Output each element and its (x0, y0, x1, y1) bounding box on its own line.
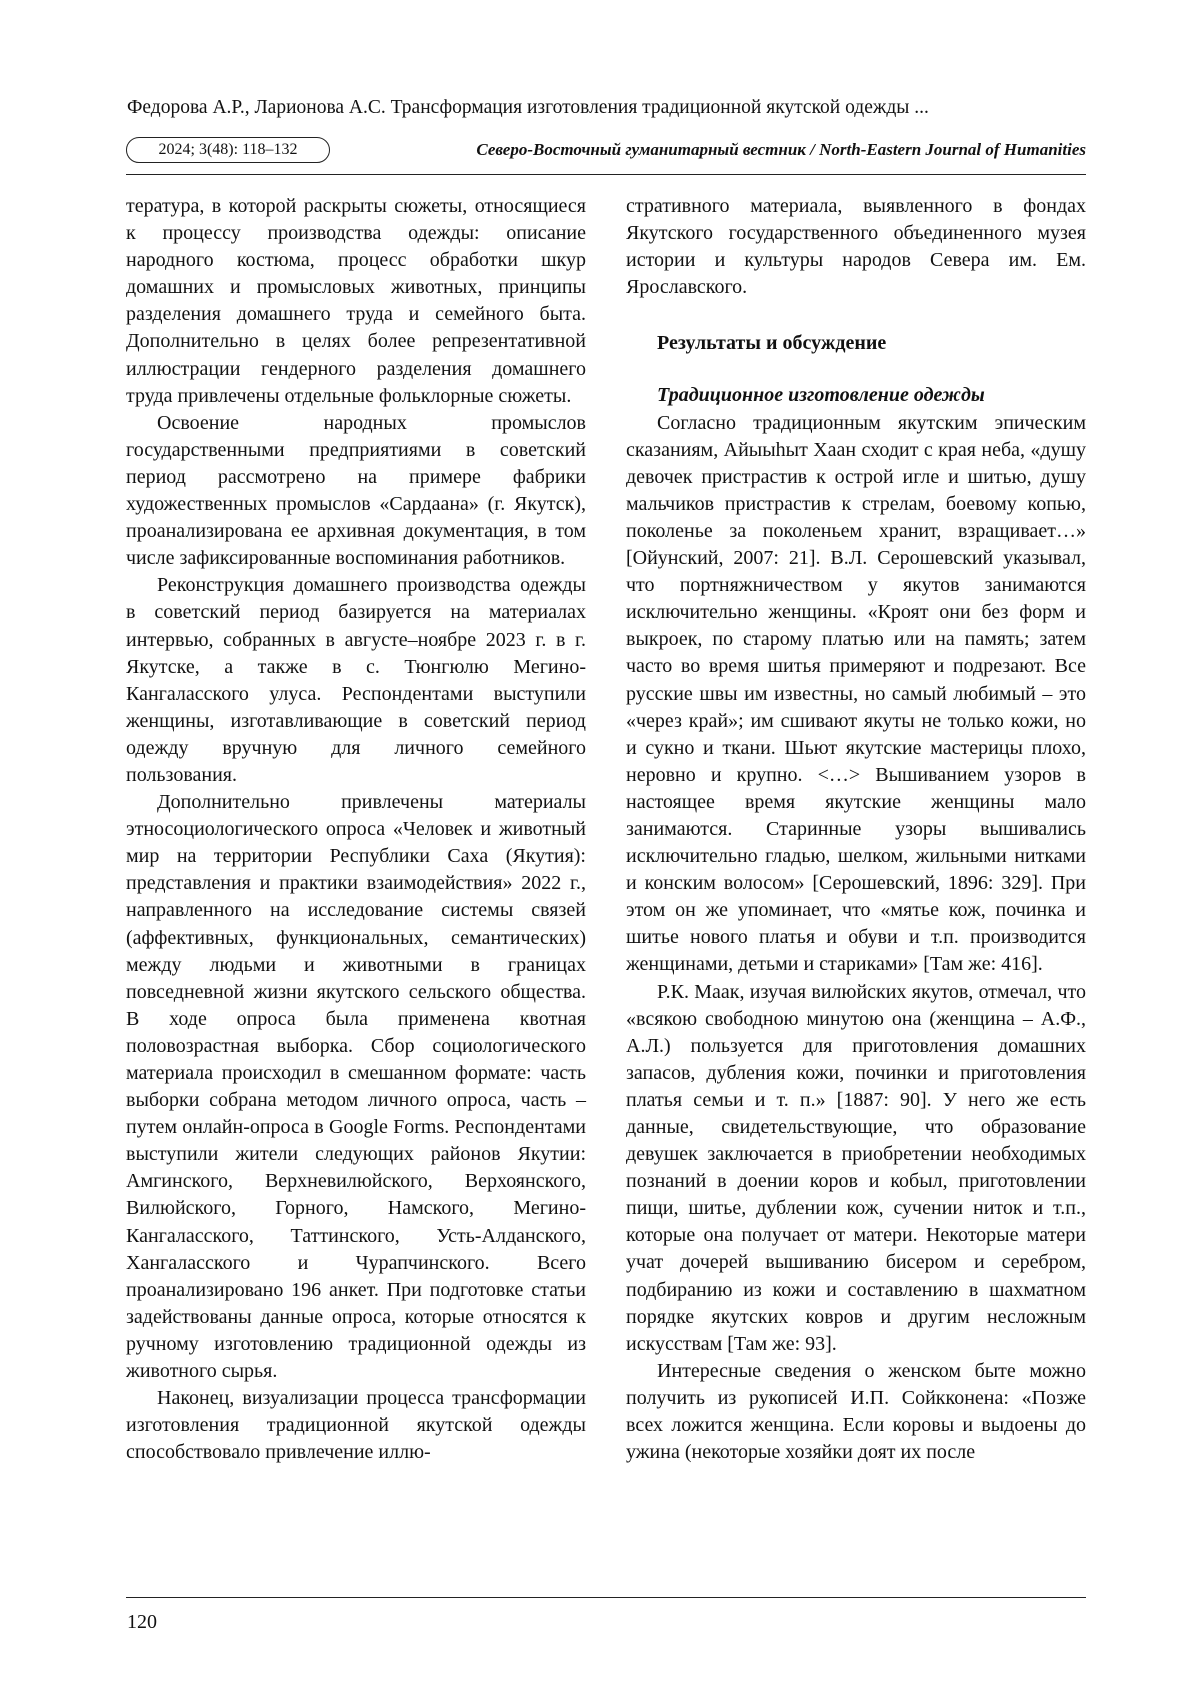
body-paragraph: Интересные сведения о женском быте можно получить из рукописей И.П. Сойкконена: «Позже всех ложится женщина. Если коровы и выдоены до ужина (некоторые хозяйки доят их после (626, 1359, 1086, 1464)
journal-row (126, 137, 1086, 169)
footer-rule (126, 1597, 1086, 1598)
issue-badge: 2024; 3(48): 118–132 (126, 137, 330, 163)
body-paragraph: Реконструкция домашнего производства одежды в советский период базируется на материалах интервью, собранных в августе–ноябре 2023 г. в г. Якутске, а также в с. Тюнгюлю Мегино-Кангаласского улуса. Респондентами выступили женщины, изготавливающие в советский период одежду вручную для личного семейного пользования. (126, 574, 586, 786)
body-paragraph: тература, в которой раскрыты сюжеты, относящиеся к процессу производства одежды: описание народного костюма, процесс обработки шкур домашних и промысловых животных, принципы разделения домашнего труда и семейного быта. Дополнительно в целях более репрезентативной иллюстрации гендерного разделения домашнего труда привлечены отдельные фольклорные сюжеты. (126, 195, 586, 407)
section-heading: Результаты и обсуждение (657, 332, 887, 355)
body-paragraph: Освоение народных промыслов государственными предприятиями в советский период рассмотрено на примере фабрики художественных промыслов «Сардаана» (г. Якутск), проанализирована ее архивная документация, в том числе зафиксированные воспоминания работников. (126, 411, 586, 570)
running-title: Федорова А.Р., Ларионова А.С. Трансформация изготовления традиционной якутской одежды ... (127, 97, 929, 118)
left-column (126, 193, 586, 1466)
body-paragraph: Наконец, визуализации процесса трансформации изготовления традиционной якутской одежды способствовало привлечение иллю- (126, 1387, 586, 1464)
right-column (626, 193, 1086, 1466)
body-paragraph: Согласно традиционным якутским эпическим сказаниям, Айыыhыт Хаан сходит с края неба, «душу девочек пристрастив к острой игле и шитью, душу мальчиков пристрастив к стрелам, боевому копью, поколенье за поколеньем хранит, взращивает…» [Ойунский, 2007: 21]. В.Л. Серошевский указывал, что портняжничеством у якутов занимаются исключительно женщины. «Кроят они без форм и выкроек, по старому платью или на память; затем часто во время шитья примеряют и подрезают. Все русские швы им известны, но самый любимый – это «через край»; им сшивают якуты не только кожи, но и сукно и ткани. Шьют якутские мастерицы плохо, неровно и крупно. <…> Вышиванием узоров в настоящее время якутские женщины мало занимаются. Старинные узоры вышивались исключительно гладью, шелком, жильными нитками и конским волосом» [Серошевский, 1896: 329]. При этом он же упоминает, что «мятье кож, починка и шитье нового платья и обуви и т.п. производится женщинами, детьми и стариками» [Там же: 416]. (626, 411, 1086, 976)
subsection-heading: Традиционное изготовление одежды (657, 384, 985, 407)
page-number: 120 (127, 1611, 157, 1633)
body-paragraph: Дополнительно привлечены материалы этносоциологического опроса «Человек и животный мир на территории Республики Саха (Якутия): представления и практики взаимодействия» 2022 г., направленного на исследование системы связей (аффективных, функциональных, семантических) между людьми и животными в границах повседневной жизни якутского сельского общества. В ходе опроса была применена квотная половозрастная выборка. Сбор социологического материала происходил в смешанном формате: часть выборки собрана методом личного опроса, часть – путем онлайн-опроса в Google Forms. Респондентами выступили жители следующих районов Якутии: Амгинского, Верхневилюйского, Верхоянского, Вилюйского, Горного, Намского, Мегино-Кангаласского, Таттинского, Усть-Алданского, Хангаласского и Чурапчинского. Всего проанализировано 196 анкет. При подготовке статьи задействованы данные опроса, которые относятся к ручному изготовлению традиционной одежды из животного сырья. (126, 791, 586, 1383)
header-rule (126, 174, 1086, 175)
journal-name: Северо-Восточный гуманитарный вестник / North-Eastern Journal of Humanities (476, 140, 1086, 159)
body-paragraph: стративного материала, выявленного в фондах Якутского государственного объединенного музея истории и культуры народов Севера им. Ем. Ярославского. (626, 195, 1086, 299)
body-paragraph: Р.К. Маак, изучая вилюйских якутов, отмечал, что «всякою свободною минутою она (женщина – А.Ф., А.Л.) пользуется для приготовления домашних запасов, дубления кожи, починки и приготовления платья семьи и т. п.» [1887: 90]. У него же есть данные, свидетельствующие, что образование девушек заключается в приобретении необходимых познаний в доении коров и кобыл, приготовлении пищи, шитье, дублении кож, сучении ниток и т.п., которые она получает от матери. Некоторые матери учат дочерей вышиванию бисером и серебром, подбиранию из кожи и составлению в шахматном порядке якутских ковров и другим несложным искусствам [Там же: 93]. (626, 980, 1086, 1355)
